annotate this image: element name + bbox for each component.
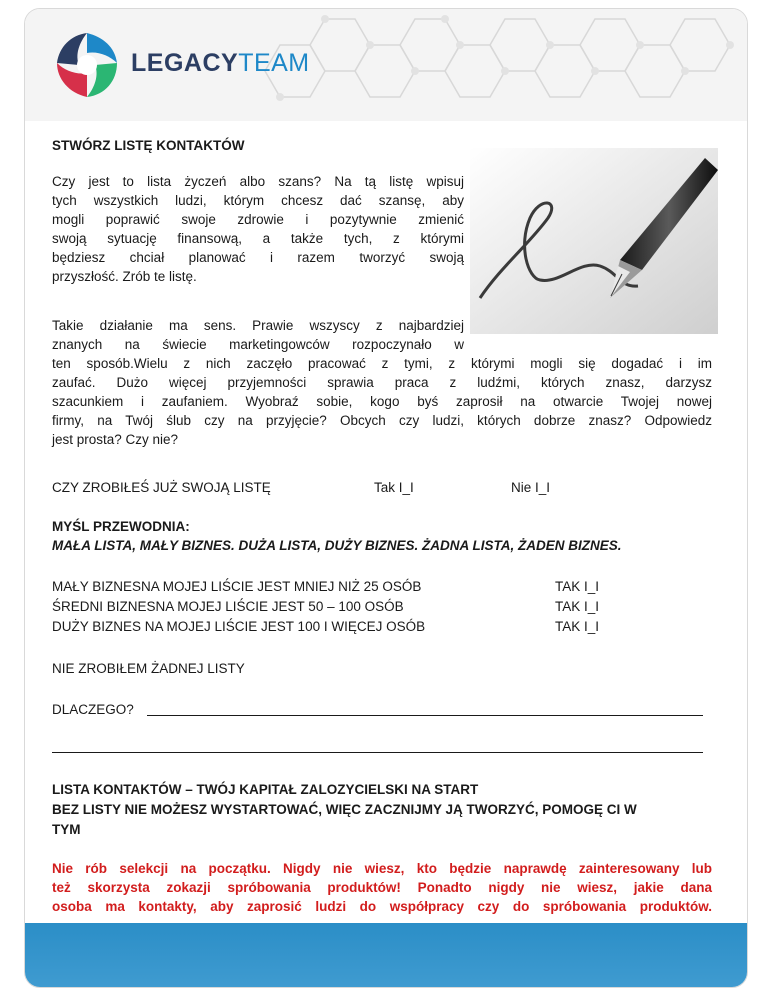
legacy-team-logo-icon bbox=[51, 29, 123, 101]
intro-paragraph: Czy jest to lista życzeń albo szans? Na tą listę wpisuj tych wszystkich ludzi, którym chcesz dać szansę, aby mogli poprawić swoje zdrowie i pozytywnie zmienić swoją sytuację finansową, a także tych, z którymi będziesz chciał planować i razem tworzyć swoją przyszłość. Zrób te listę. bbox=[52, 174, 464, 284]
warning-paragraph: Nie rób selekcji na początku. Nigdy nie wiesz, kto będzie naprawdę zainteresowany lub też skorzysta zokazji spróbowania produktów! Ponadto nigdy nie wiesz, jakie dana osoba ma kontakty, aby zaprosić ludzi do współpracy czy do spróbowania produktów. bbox=[52, 861, 712, 914]
capital-heading: LISTA KONTAKTÓW – TWÓJ KAPITAŁ ZALOZYCIELSKI NA START bbox=[52, 782, 479, 797]
question-no-checkbox[interactable]: Nie I_I bbox=[511, 480, 551, 495]
capital-subheading-end: TYM bbox=[52, 822, 81, 837]
option-small-text: MAŁY BIZNESNA MOJEJ LIŚCIE JEST MNIEJ NIŻ 25 OSÓB bbox=[52, 579, 422, 594]
motto-label: MYŚL PRZEWODNIA: bbox=[52, 519, 190, 534]
question-yes-checkbox[interactable]: Tak I_I bbox=[374, 480, 414, 495]
why-label: DLACZEGO? bbox=[52, 702, 134, 717]
question-text: CZY ZROBIŁEŚ JUŻ SWOJĄ LISTĘ bbox=[52, 480, 271, 495]
fountain-pen-image bbox=[470, 148, 718, 334]
motto-text: MAŁA LISTA, MAŁY BIZNES. DUŻA LISTA, DUŻY BIZNES. ŻADNA LISTA, ŻADEN BIZNES. bbox=[52, 538, 622, 553]
no-list-text: NIE ZROBIŁEM ŻADNEJ LISTY bbox=[52, 661, 245, 676]
capital-subheading: BEZ LISTY NIE MOŻESZ WYSTARTOWAĆ, WIĘC ZACZNIJMY JĄ TWORZYĆ, POMOGĘ CI W bbox=[52, 802, 637, 817]
option-large-text: DUŻY BIZNES NA MOJEJ LIŚCIE JEST 100 I WIĘCEJ OSÓB bbox=[52, 619, 426, 634]
header-banner bbox=[25, 9, 747, 121]
why-answer-line-1[interactable] bbox=[147, 715, 703, 716]
sense-paragraph-wide: ten sposób.Wielu z nich zaczęło pracować z tymi, z którymi mogli się dogadać i im zaufać. Dużo więcej przyjemności sprawia praca z ludźmi, których znasz, darzysz szacunkiem i zaufaniem. Wyobraź sobie, kogo byś zaprosił na otwarcie Twojej nowej firmy, na Twój ślub czy na przyjęcie? Obcych czy ludzi, których dobrze znasz? Odpowiedz jest prosta? Czy nie? bbox=[52, 356, 712, 447]
option-small-checkbox[interactable]: TAK I_I bbox=[555, 579, 600, 594]
option-medium-text: ŚREDNI BIZNESNA MOJEJ LIŚCIE JEST 50 – 100 OSÓB bbox=[52, 599, 404, 614]
option-medium-checkbox[interactable]: TAK I_I bbox=[555, 599, 600, 614]
sense-paragraph-narrow: Takie działanie ma sens. Prawie wszyscy z najbardziej znanych na świecie marketingowców rozpoczynało w bbox=[52, 318, 464, 352]
footer-bar bbox=[25, 923, 747, 987]
page-title: STWÓRZ LISTĘ KONTAKTÓW bbox=[52, 138, 245, 153]
brand-name: LEGACYTEAM bbox=[131, 49, 310, 77]
option-large-checkbox[interactable]: TAK I_I bbox=[555, 619, 600, 634]
why-answer-line-2[interactable] bbox=[52, 752, 703, 753]
